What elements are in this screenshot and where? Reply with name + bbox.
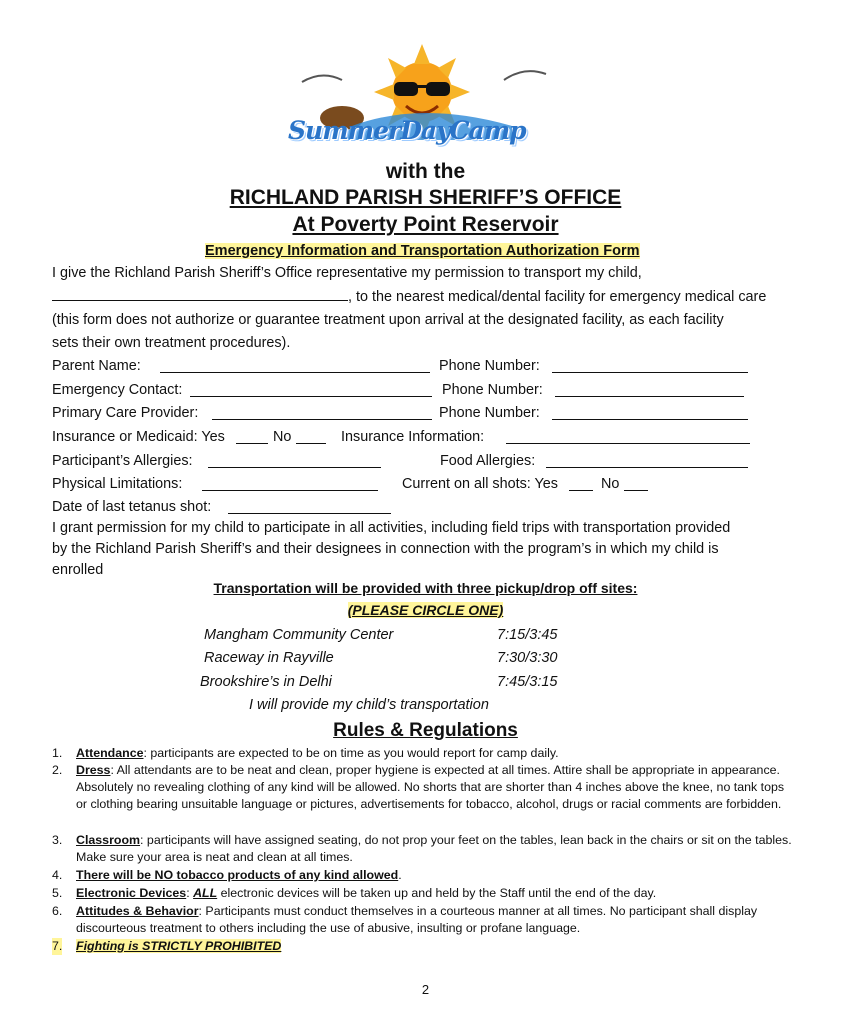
rule-text: : participants will have assigned seating, do not prop your feet on the tables, lean back in the chairs or sit on the tables. Make sure your area is neat and clean at all times. bbox=[76, 833, 792, 864]
heading-reservoir: At Poverty Point Reservoir bbox=[292, 213, 559, 236]
transport-heading: Transportation will be provided with three pickup/drop off sites: bbox=[213, 580, 638, 596]
site-2-time: 7:30/3:30 bbox=[497, 650, 558, 666]
self-transport-option[interactable]: I will provide my child’s transportation bbox=[249, 697, 489, 713]
food-allergies-label: Food Allergies: bbox=[440, 453, 536, 469]
tetanus-label: Date of last tetanus shot: bbox=[52, 499, 212, 515]
rules-title: Rules & Regulations bbox=[333, 720, 518, 741]
camp-logo bbox=[282, 30, 562, 158]
form-title: Emergency Information and Transportation Authorization Form bbox=[205, 243, 640, 259]
rule-label: There will be NO tobacco products of any kind allowed bbox=[76, 868, 399, 882]
allergies-field[interactable] bbox=[208, 455, 381, 468]
rule-number: 1. bbox=[52, 746, 63, 760]
intro-line-2 bbox=[52, 288, 766, 305]
rule-text-a: : bbox=[186, 886, 194, 900]
permission-line-1: I grant permission for my child to participate in all activities, including field trips with transportation provided bbox=[52, 520, 731, 536]
insurance-label: Insurance or Medicaid: Yes bbox=[52, 429, 225, 445]
intro-line-4: sets their own treatment procedures). bbox=[52, 335, 291, 351]
phone-field-3[interactable] bbox=[552, 407, 748, 420]
emergency-contact-label: Emergency Contact: bbox=[52, 382, 183, 398]
primary-care-field[interactable] bbox=[212, 407, 432, 420]
site-2-name[interactable]: Raceway in Rayville bbox=[204, 650, 334, 666]
heading-with-the: with the bbox=[385, 160, 466, 183]
primary-care-label: Primary Care Provider: bbox=[52, 405, 199, 421]
rule-emphasis: ALL bbox=[193, 886, 218, 900]
rule-label: Fighting is STRICTLY PROHIBITED bbox=[76, 939, 282, 953]
rule-number: 4. bbox=[52, 868, 63, 882]
child-name-field[interactable] bbox=[52, 288, 348, 301]
food-allergies-field[interactable] bbox=[546, 455, 748, 468]
shots-no-field[interactable] bbox=[624, 478, 648, 491]
insurance-no-field[interactable] bbox=[296, 431, 326, 444]
rule-number: 2. bbox=[52, 763, 63, 777]
rule-text: : participants are expected to be on time as you would report for camp daily. bbox=[143, 746, 559, 760]
rule-number: 7. bbox=[52, 939, 63, 953]
circle-one-text: (PLEASE CIRCLE ONE) bbox=[347, 602, 504, 618]
shots-label: Current on all shots: Yes bbox=[402, 476, 558, 492]
intro-line-3: (this form does not authorize or guarantee treatment upon arrival at the designated facility, as each facility bbox=[52, 312, 724, 328]
phone-label-1: Phone Number: bbox=[439, 358, 540, 374]
circle-one-note bbox=[0, 602, 851, 618]
parent-name-field[interactable] bbox=[160, 360, 430, 373]
parent-name-label: Parent Name: bbox=[52, 358, 141, 374]
site-3-name[interactable]: Brookshire’s in Delhi bbox=[200, 674, 332, 690]
logo-text: SummerDayCamp bbox=[288, 116, 526, 145]
heading-sheriff-office: RICHLAND PARISH SHERIFF’S OFFICE bbox=[229, 186, 622, 209]
intro-line-2-text: , to the nearest medical/dental facility for emergency medical care bbox=[348, 289, 767, 305]
shots-no-label: No bbox=[601, 476, 620, 492]
tetanus-field[interactable] bbox=[228, 501, 391, 514]
rule-label: Attitudes & Behavior bbox=[76, 904, 199, 918]
insurance-yes-field[interactable] bbox=[236, 431, 268, 444]
insurance-info-label: Insurance Information: bbox=[341, 429, 485, 445]
physical-field[interactable] bbox=[202, 478, 378, 491]
emergency-contact-field[interactable] bbox=[190, 384, 432, 397]
rule-number: 5. bbox=[52, 886, 63, 900]
page-number: 2 bbox=[421, 982, 430, 997]
phone-field-1[interactable] bbox=[552, 360, 748, 373]
site-1-time: 7:15/3:45 bbox=[497, 627, 558, 643]
phone-field-2[interactable] bbox=[555, 384, 744, 397]
rule-number: 3. bbox=[52, 833, 63, 847]
site-3-time: 7:45/3:15 bbox=[497, 674, 558, 690]
site-1-name[interactable]: Mangham Community Center bbox=[204, 627, 394, 643]
permission-line-3: enrolled bbox=[52, 562, 104, 578]
rule-label: Electronic Devices bbox=[76, 886, 187, 900]
rule-label: Dress bbox=[76, 763, 111, 777]
shots-yes-field[interactable] bbox=[569, 478, 593, 491]
rule-text: : Participants must conduct themselves in a courteous manner at all times. No participant shall display discourteous treatment to others including the use of abusive, insulting or profane language. bbox=[76, 904, 758, 935]
phone-label-3: Phone Number: bbox=[439, 405, 540, 421]
insurance-no-label: No bbox=[273, 429, 292, 445]
rule-label: Attendance bbox=[76, 746, 144, 760]
rule-label: Classroom bbox=[76, 833, 141, 847]
phone-label-2: Phone Number: bbox=[442, 382, 543, 398]
physical-label: Physical Limitations: bbox=[52, 476, 183, 492]
rule-text: . bbox=[398, 868, 402, 882]
intro-line-1: I give the Richland Parish Sheriff’s Office representative my permission to transport my child, bbox=[52, 265, 642, 281]
allergies-label: Participant’s Allergies: bbox=[52, 453, 193, 469]
insurance-info-field[interactable] bbox=[506, 431, 750, 444]
rule-text: electronic devices will be taken up and held by the Staff until the end of the day. bbox=[217, 886, 657, 900]
rule-number: 6. bbox=[52, 904, 63, 918]
rule-text: : All attendants are to be neat and clean, proper hygiene is expected at all times. Attire shall be appropriate in appearance. Absolutely no revealing clothing of any kind will be allowed. No shorts that are shorter than 4 inches above the knee, no tank tops or clothing bearing unsuitable language or pictures, advertisements for tobacco, alcohol, drugs or racial comments are forbidden. bbox=[76, 763, 785, 811]
permission-line-2: by the Richland Parish Sheriff’s and their designees in connection with the program’s in which my child is bbox=[52, 541, 719, 557]
